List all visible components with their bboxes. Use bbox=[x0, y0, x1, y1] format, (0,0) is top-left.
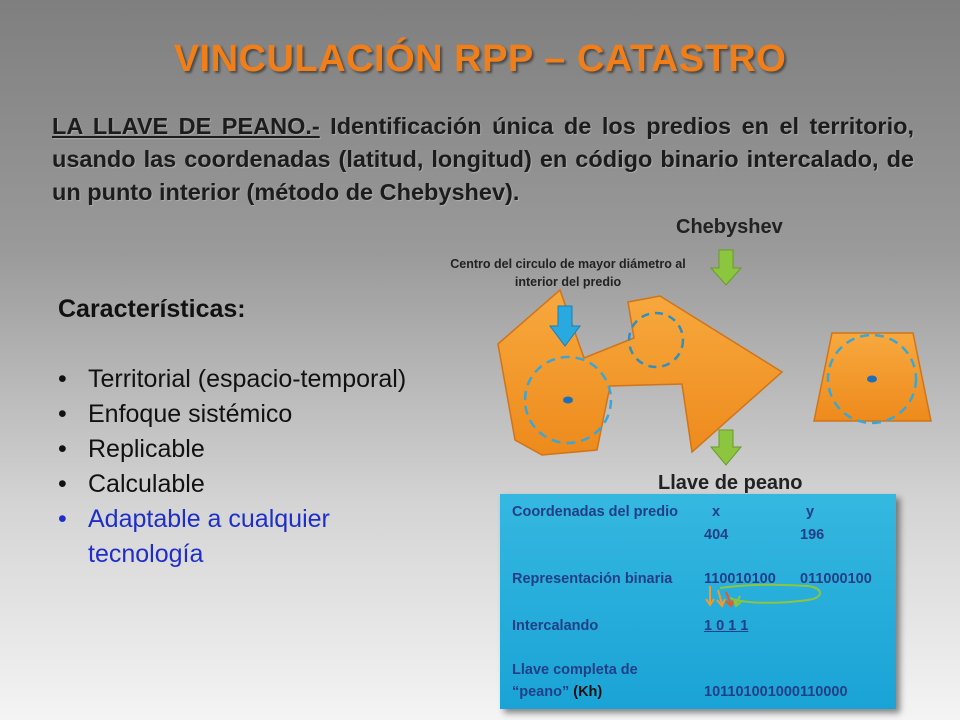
list-item: • Territorial (espacio-temporal) bbox=[58, 362, 418, 397]
slide-title: VINCULACIÓN RPP – CATASTRO bbox=[173, 38, 787, 80]
characteristics-heading: Características: bbox=[58, 295, 246, 323]
peano-key-box bbox=[500, 494, 896, 709]
center-point bbox=[563, 397, 573, 404]
complete-value: 101101001000110000 bbox=[704, 684, 848, 700]
list-item: • Calculable bbox=[58, 467, 418, 502]
green-down-arrow-icon bbox=[711, 250, 741, 285]
green-down-arrow-icon bbox=[711, 430, 741, 465]
x-header: x bbox=[712, 504, 721, 520]
list-item: • Enfoque sistémico bbox=[58, 397, 418, 432]
interleave-arrows bbox=[700, 580, 830, 614]
interleave-value: 1 0 1 1 bbox=[704, 618, 749, 634]
intro-text: Identificación única de los predios en el territorio, usando las coordenadas (latitud, longitud) en código binario intercalado, de un punto interior (método de Chebyshev). bbox=[52, 113, 914, 205]
llave-de-peano-label: Llave de peano bbox=[658, 472, 803, 494]
x-binary: 110010100 bbox=[704, 571, 776, 587]
complete-label-line1: Llave completa de bbox=[512, 662, 638, 678]
coords-label: Coordenadas del predio bbox=[512, 504, 678, 520]
y-header: y bbox=[806, 504, 815, 520]
center-label: Centro del circulo de mayor diámetro al interior del predio bbox=[450, 257, 686, 289]
kh-label: (Kh) bbox=[573, 684, 603, 700]
trapezoid-center-point bbox=[867, 376, 877, 383]
y-value: 196 bbox=[800, 527, 825, 543]
interleave-label: Intercalando bbox=[512, 618, 599, 634]
list-item: • Replicable bbox=[58, 432, 418, 467]
peano-word: “peano” bbox=[512, 684, 570, 700]
y-binary: 011000100 bbox=[800, 571, 872, 587]
binary-label: Representación binaria bbox=[512, 571, 673, 587]
x-value: 404 bbox=[704, 527, 729, 543]
list-item-highlight: • Adaptable a cualquier tecnología bbox=[58, 502, 418, 572]
chebyshev-label: Chebyshev bbox=[676, 216, 783, 238]
complete-label-line2 bbox=[512, 684, 602, 700]
intro-lead: LA LLAVE DE PEANO.- bbox=[52, 113, 320, 139]
irregular-parcel-shape bbox=[498, 290, 782, 455]
